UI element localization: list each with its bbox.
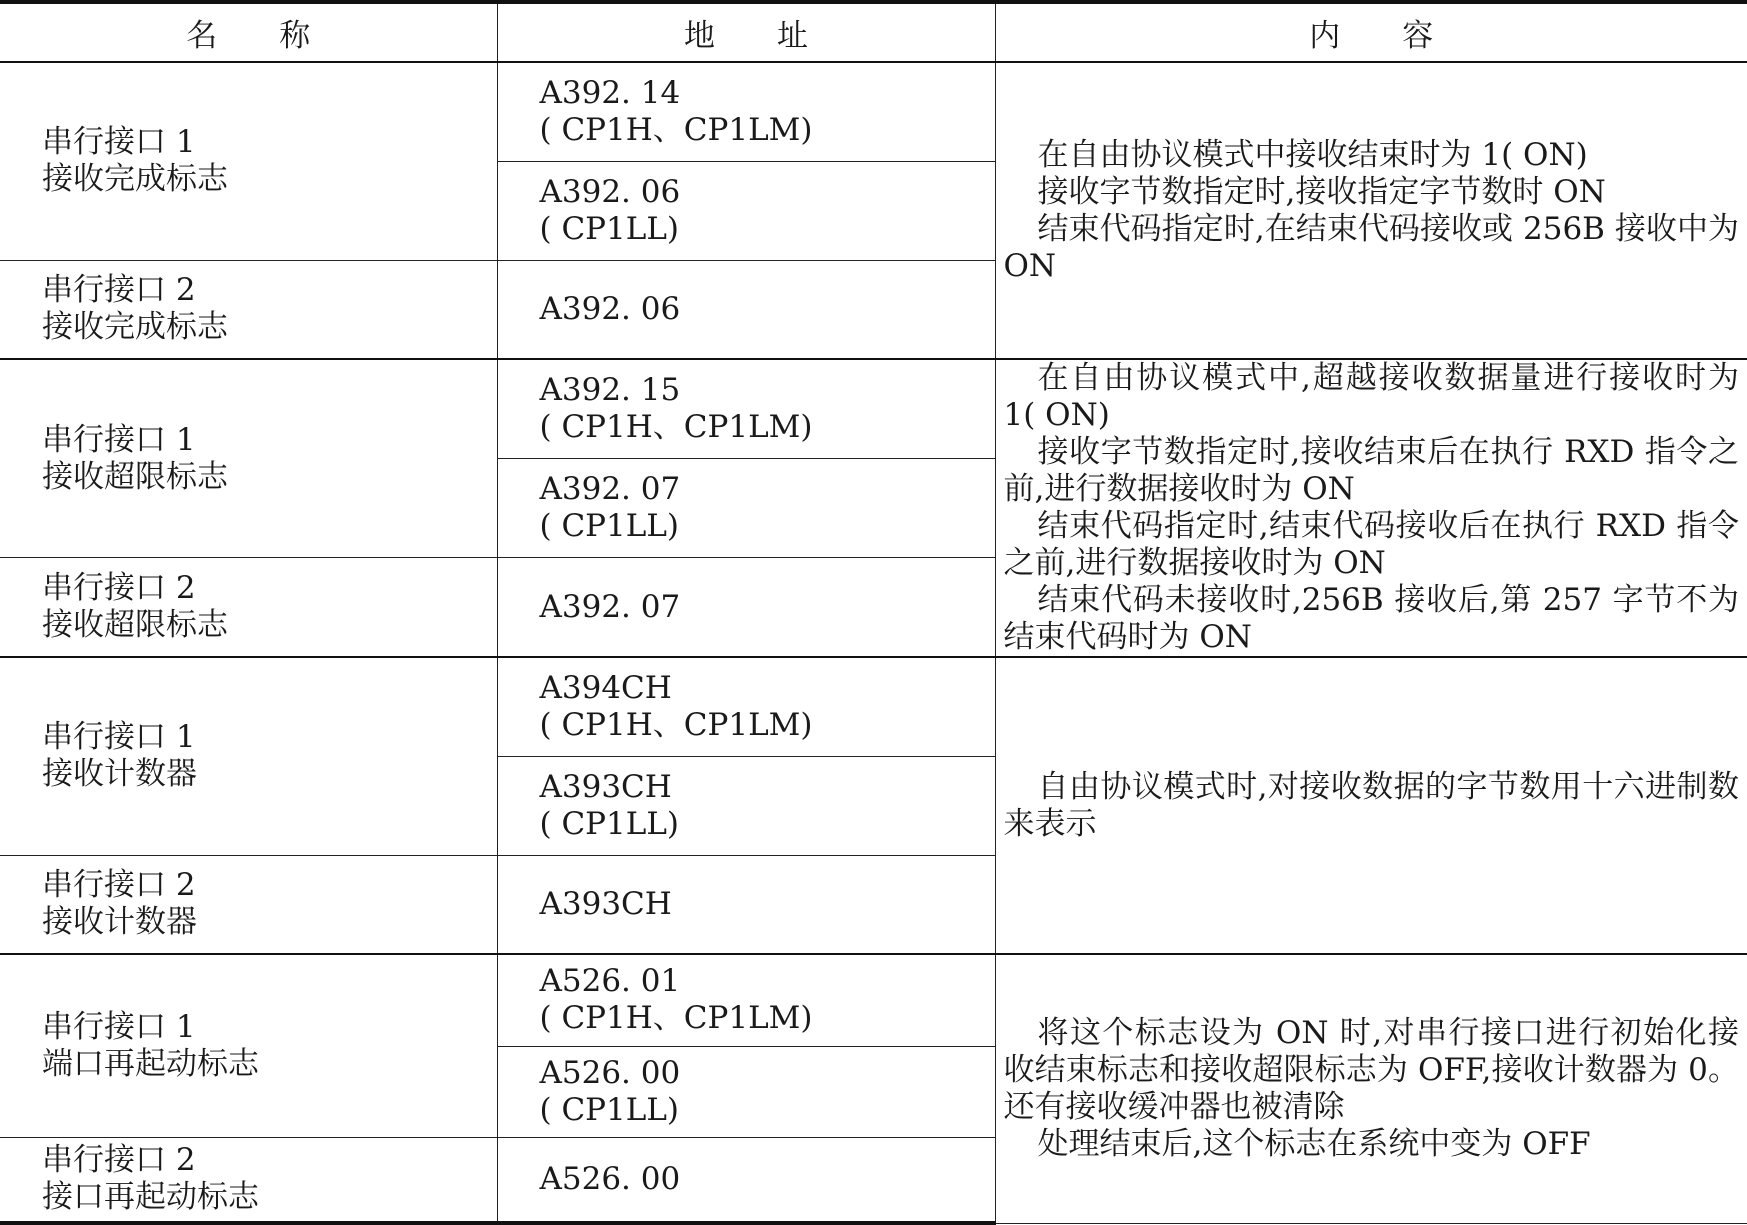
addr-line2: ( CP1LL): [539, 1091, 680, 1128]
content-para: 接收字节数指定时,接收指定字节数时 ON: [1037, 173, 1606, 210]
port1-name-line1: 串行接口 1: [42, 719, 196, 756]
port1-name-cell: [0, 954, 497, 1137]
table-row: [0, 954, 1747, 1046]
port1-name-line2: 接收计数器: [42, 756, 197, 793]
port2-name-line1: 串行接口 2: [42, 867, 196, 904]
addr-line1: A394CH: [539, 669, 672, 706]
port1-name-line2: 接收完成标志: [42, 161, 228, 198]
port2-name-line2: 接收超限标志: [42, 607, 228, 644]
port2-name-line1: 串行接口 2: [42, 1142, 196, 1179]
addr-line2: ( CP1LL): [539, 805, 680, 842]
addr-line2: ( CP1H、CP1LM): [539, 111, 813, 148]
port1-name-cell: [0, 359, 497, 558]
content-cell: [995, 657, 1747, 954]
port1-name-line1: 串行接口 1: [42, 421, 196, 458]
port1-addr-b-cell: [497, 756, 995, 855]
port2-name-line1: 串行接口 2: [42, 570, 196, 607]
header-address: 地 址: [497, 2, 995, 62]
port1-addr-b-cell: [497, 161, 995, 260]
header-name: 名 称: [0, 2, 497, 62]
port2-name-cell: [0, 1137, 497, 1223]
addr-line2: ( CP1H、CP1LM): [539, 706, 813, 743]
header-row: [0, 2, 1747, 62]
port2-name-line2: 接口再起动标志: [42, 1179, 259, 1216]
port2-addr-cell: A392. 06: [497, 260, 995, 359]
port2-name-cell: [0, 260, 497, 359]
port1-name-line2: 端口再起动标志: [42, 1045, 259, 1082]
port1-addr-b-cell: [497, 1046, 995, 1137]
addr-line1: A392. 14: [539, 74, 681, 111]
port1-addr-a-cell: [497, 62, 995, 161]
content-para: 将这个标志设为 ON 时,对串行接口进行初始化接收结束标志和接收超限标志为 OFF,接收计数器为 0。还有接收缓冲器也被清除: [1003, 1014, 1739, 1125]
content-cell: [995, 359, 1747, 657]
port2-addr-cell: A393CH: [497, 855, 995, 954]
header-content: 内 容: [995, 2, 1747, 62]
port1-name-line1: 串行接口 1: [42, 1008, 196, 1045]
addr-line1: A393CH: [539, 768, 672, 805]
port1-name-line1: 串行接口 1: [42, 124, 196, 161]
port2-name-line2: 接收计数器: [42, 904, 197, 941]
content-para: 自由协议模式时,对接收数据的字节数用十六进制数来表示: [1003, 768, 1739, 842]
port1-addr-a-cell: [497, 359, 995, 458]
content-para: 结束代码未接收时,256B 接收后,第 257 字节不为结束代码时为 ON: [1003, 582, 1739, 655]
addr-line1: A526. 00: [539, 1054, 681, 1091]
port1-addr-a-cell: [497, 657, 995, 756]
port2-name-cell: [0, 558, 497, 657]
port1-addr-a-cell: [497, 954, 995, 1046]
content-para: 结束代码指定时,在结束代码接收或 256B 接收中为 ON: [1003, 210, 1739, 284]
port2-name-cell: [0, 855, 497, 954]
table-row: [0, 62, 1747, 161]
addr-line2: ( CP1H、CP1LM): [539, 408, 813, 445]
content-para: 处理结束后,这个标志在系统中变为 OFF: [1037, 1125, 1591, 1162]
content-cell: [995, 62, 1747, 359]
content-para: 在自由协议模式中接收结束时为 1( ON): [1037, 136, 1588, 173]
addr-line1: A526. 01: [539, 963, 681, 1000]
port1-name-cell: [0, 62, 497, 260]
content-para: 接收字节数指定时,接收结束后在执行 RXD 指令之前,进行数据接收时为 ON: [1003, 434, 1739, 507]
port1-name-line2: 接收超限标志: [42, 458, 228, 495]
addr-line2: ( CP1LL): [539, 507, 680, 544]
port2-name-line1: 串行接口 2: [42, 272, 196, 309]
port2-addr-cell: A526. 00: [497, 1137, 995, 1223]
addr-line2: ( CP1H、CP1LM): [539, 1000, 813, 1037]
content-cell: [995, 954, 1747, 1223]
table-row: [0, 657, 1747, 756]
port1-name-cell: [0, 657, 497, 855]
addr-line1: A392. 15: [539, 371, 681, 408]
content-para: 在自由协议模式中,超越接收数据量进行接收时为 1( ON): [1003, 360, 1739, 433]
table-row: [0, 359, 1747, 458]
port2-addr-cell: A392. 07: [497, 558, 995, 657]
addr-line1: A392. 06: [539, 173, 681, 210]
addr-line2: ( CP1LL): [539, 210, 680, 247]
port2-name-line2: 接收完成标志: [42, 309, 228, 346]
content-para: 结束代码指定时,结束代码接收后在执行 RXD 指令之前,进行数据接收时为 ON: [1003, 508, 1739, 581]
port1-addr-b-cell: [497, 458, 995, 557]
addr-line1: A392. 07: [539, 470, 681, 507]
